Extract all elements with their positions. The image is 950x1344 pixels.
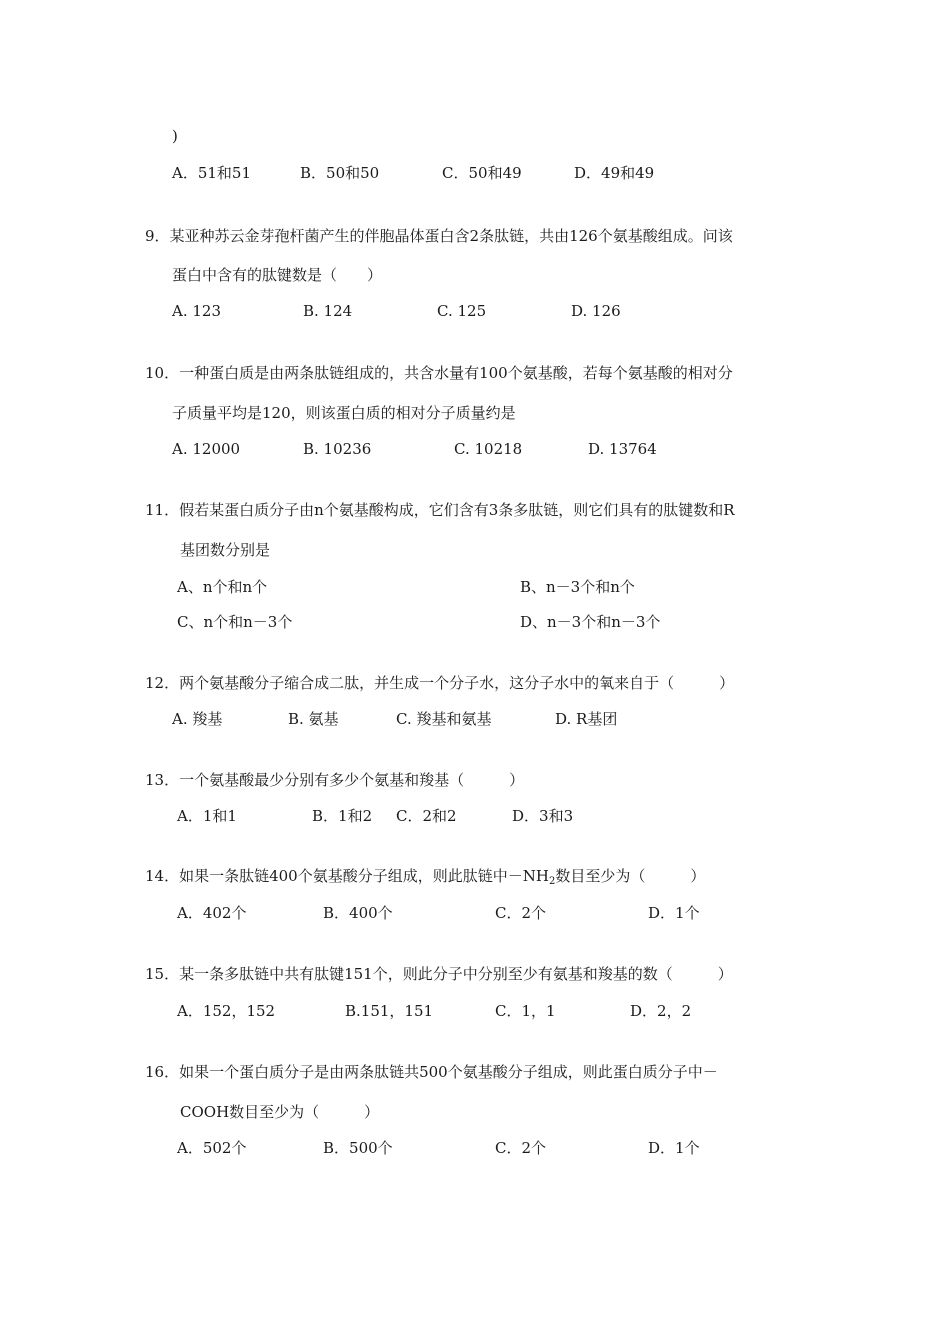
q12-stem-line1: 12．两个氨基酸分子缩合成二肽，并生成一个分子水，这分子水中的氧来自于（ ） <box>145 674 735 692</box>
q10-option-b[interactable]: B. 10236 <box>303 440 372 458</box>
q14-option-d[interactable]: D．1个 <box>648 904 700 922</box>
q14-stem-text-end: 数目至少为（ ） <box>555 867 706 885</box>
q9-stem-line1: 9．某亚种苏云金芽孢杆菌产生的伴胞晶体蛋白含2条肽链，共由126个氨基酸组成。问该 <box>145 227 733 245</box>
q16-stem-line1: 16．如果一个蛋白质分子是由两条肽链共500个氨基酸分子组成，则此蛋白质分子中－ <box>145 1063 718 1081</box>
q9-option-b[interactable]: B. 124 <box>303 302 353 320</box>
q13-stem-line1: 13．一个氨基酸最少分别有多少个氨基和羧基（ ） <box>145 771 525 789</box>
q10-stem-line1: 10．一种蛋白质是由两条肽链组成的，共含水量有100个氨基酸，若每个氨基酸的相对分 <box>145 364 733 382</box>
q14-subscript: 2 <box>548 876 556 887</box>
q9-option-a[interactable]: A. 123 <box>172 302 221 320</box>
q14-stem-text: 14．如果一条肽链400个氨基酸分子组成，则此肽链中－NH <box>145 867 549 885</box>
q10-option-a[interactable]: A. 12000 <box>172 440 241 458</box>
q11-option-d[interactable]: D、n－3个和n－3个 <box>520 613 661 631</box>
q14-option-c[interactable]: C．2个 <box>495 904 547 922</box>
q8-paren-close: ) <box>172 127 178 145</box>
q12-option-c[interactable]: C. 羧基和氨基 <box>396 710 492 728</box>
q11-option-a[interactable]: A、n个和n个 <box>177 578 268 596</box>
q13-option-a[interactable]: A．1和1 <box>177 807 237 825</box>
q8-option-a[interactable]: A．51和51 <box>172 164 252 182</box>
q14-option-a[interactable]: A．402个 <box>177 904 247 922</box>
q11-stem-line2: 基团数分别是 <box>180 541 271 559</box>
q13-option-d[interactable]: D．3和3 <box>512 807 574 825</box>
q8-option-d[interactable]: D．49和49 <box>574 164 655 182</box>
q10-option-d[interactable]: D. 13764 <box>588 440 657 458</box>
q13-option-c[interactable]: C．2和2 <box>396 807 457 825</box>
q15-option-a[interactable]: A．152，152 <box>177 1002 276 1020</box>
q10-option-c[interactable]: C. 10218 <box>454 440 523 458</box>
q9-option-c[interactable]: C. 125 <box>437 302 487 320</box>
q14-option-b[interactable]: B．400个 <box>323 904 393 922</box>
q10-stem-line2: 子质量平均是120，则该蛋白质的相对分子质量约是 <box>172 404 516 422</box>
q11-stem-line1: 11．假若某蛋白质分子由n个氨基酸构成，它们含有3条多肽链，则它们具有的肽键数和R <box>145 501 735 519</box>
q12-option-d[interactable]: D. R基团 <box>555 710 618 728</box>
q15-option-b[interactable]: B.151，151 <box>345 1002 434 1020</box>
q16-option-c[interactable]: C．2个 <box>495 1139 547 1157</box>
q15-option-d[interactable]: D．2，2 <box>630 1002 692 1020</box>
q15-stem-line1: 15．某一条多肽链中共有肽键151个，则此分子中分别至少有氨基和羧基的数（ ） <box>145 965 733 983</box>
q16-stem-line2: COOH数目至少为（ ） <box>180 1103 380 1121</box>
q8-option-c[interactable]: C．50和49 <box>442 164 522 182</box>
q14-stem-line1 <box>145 866 705 886</box>
q16-option-a[interactable]: A．502个 <box>177 1139 247 1157</box>
q9-stem-line2: 蛋白中含有的肽键数是（ ） <box>172 266 383 284</box>
q16-option-d[interactable]: D．1个 <box>648 1139 700 1157</box>
q12-option-b[interactable]: B. 氨基 <box>288 710 339 728</box>
q16-option-b[interactable]: B．500个 <box>323 1139 393 1157</box>
q11-option-c[interactable]: C、n个和n－3个 <box>177 613 293 631</box>
q9-option-d[interactable]: D. 126 <box>571 302 621 320</box>
q15-option-c[interactable]: C．1，1 <box>495 1002 556 1020</box>
q12-option-a[interactable]: A. 羧基 <box>172 710 223 728</box>
q11-option-b[interactable]: B、n－3个和n个 <box>520 578 635 596</box>
q8-option-b[interactable]: B．50和50 <box>300 164 380 182</box>
q13-option-b[interactable]: B．1和2 <box>312 807 373 825</box>
